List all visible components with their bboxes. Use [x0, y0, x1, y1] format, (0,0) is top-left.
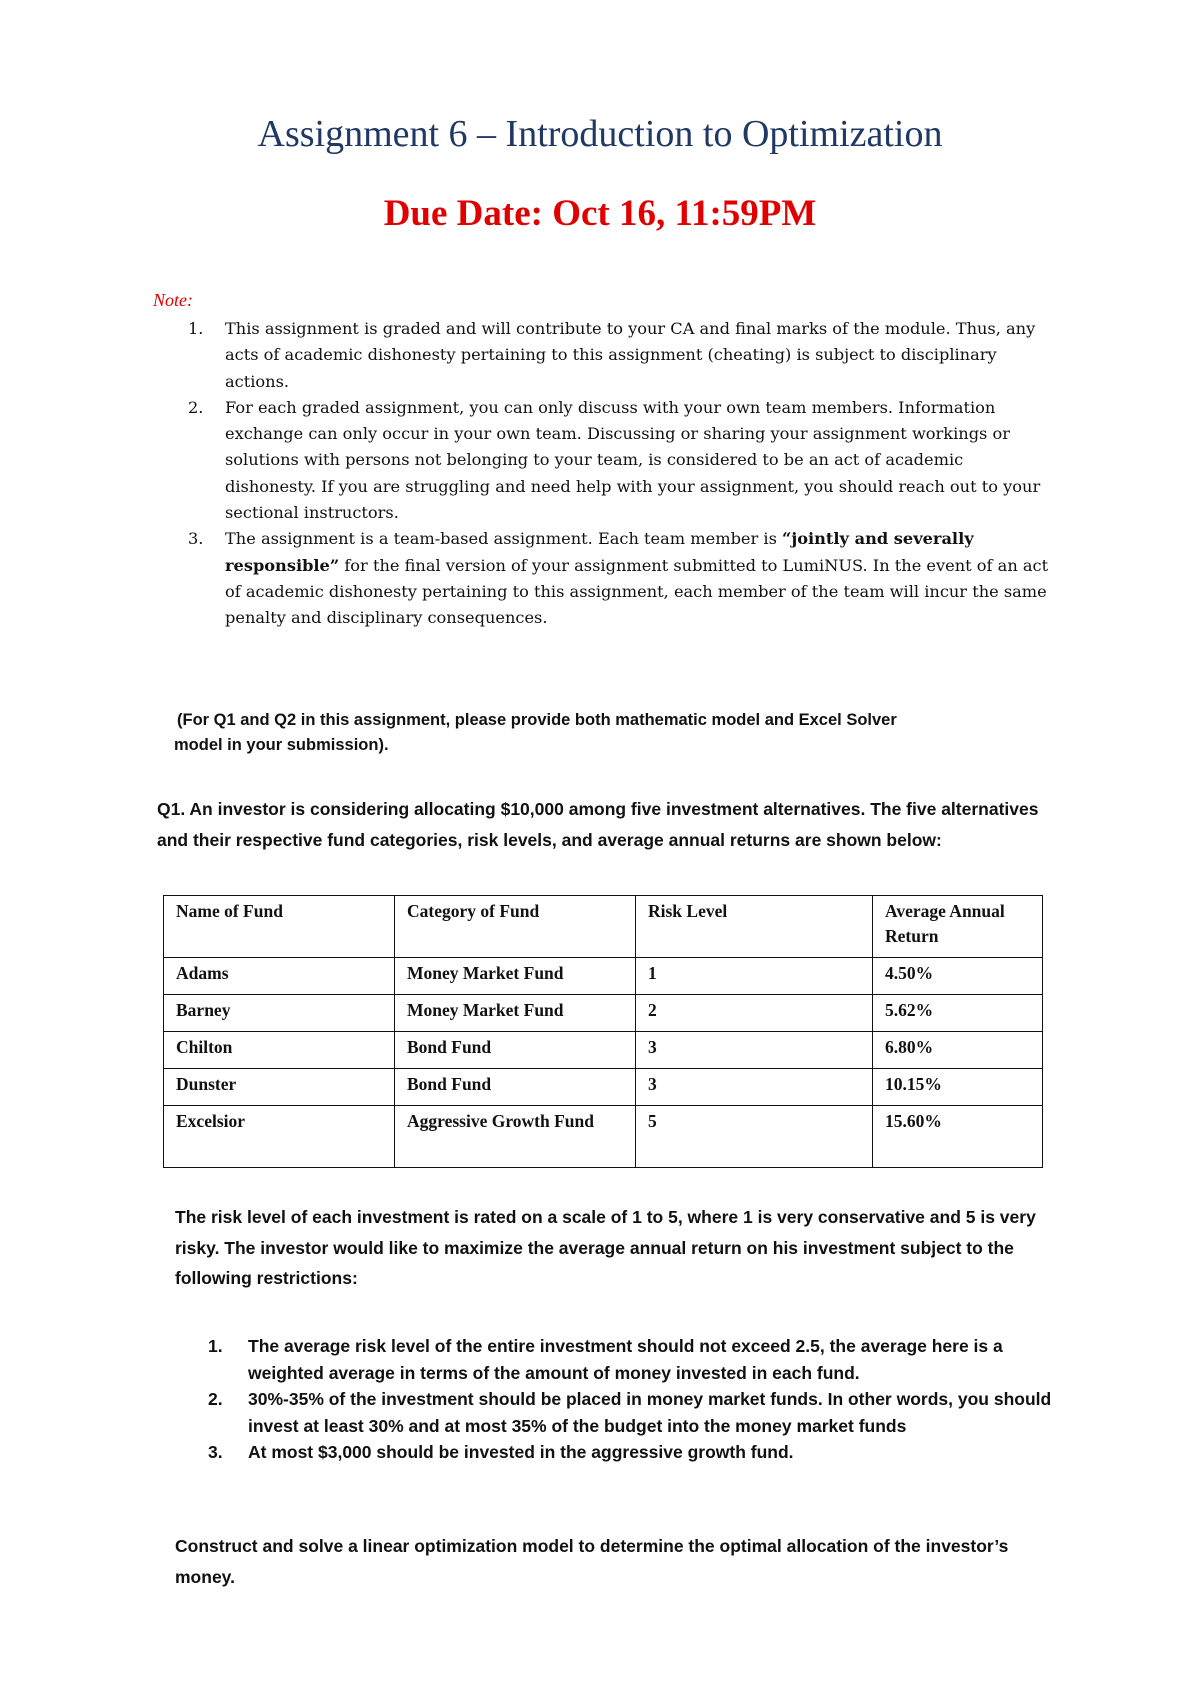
table-cell: 5.62% — [873, 995, 1043, 1032]
table-header-cell: Average Annual Return — [873, 896, 1043, 958]
table-header-cell: Category of Fund — [395, 896, 636, 958]
note-item — [188, 316, 1055, 395]
restriction-text: At most $3,000 should be invested in the aggressive growth fund. — [248, 1442, 794, 1462]
table-header-cell: Risk Level — [636, 896, 873, 958]
table-cell: 6.80% — [873, 1032, 1043, 1069]
note-item — [188, 526, 1055, 631]
table-cell: Money Market Fund — [395, 958, 636, 995]
table-cell: 10.15% — [873, 1069, 1043, 1106]
table-cell: 1 — [636, 958, 873, 995]
question-task: Construct and solve a linear optimization model to determine the optimal allocation of the investor’s money. — [175, 1536, 1009, 1587]
table-cell: 4.50% — [873, 958, 1043, 995]
table-cell: 3 — [636, 1069, 873, 1106]
table-cell: Aggressive Growth Fund — [395, 1106, 636, 1168]
table-cell: Adams — [164, 958, 395, 995]
table-cell: 3 — [636, 1032, 873, 1069]
due-date: Due Date: Oct 16, 11:59PM — [383, 193, 817, 234]
assignment-title: Assignment 6 – Introduction to Optimization — [257, 113, 943, 155]
note-number: 1. — [188, 319, 204, 338]
table-header-row — [164, 896, 1043, 958]
restriction-item — [208, 1439, 1068, 1466]
table-row — [164, 995, 1043, 1032]
restrictions-list — [208, 1333, 1068, 1466]
table-cell: 2 — [636, 995, 873, 1032]
table-cell: Money Market Fund — [395, 995, 636, 1032]
note-text-emphasis: “jointly and severally responsible” — [225, 529, 974, 575]
table-cell: Chilton — [164, 1032, 395, 1069]
restriction-item — [208, 1333, 1068, 1386]
notes-list — [188, 316, 1055, 632]
table-cell: Bond Fund — [395, 1069, 636, 1106]
restriction-number: 2. — [208, 1389, 223, 1409]
question-description: The risk level of each investment is rated on a scale of 1 to 5, where 1 is very conservative and 5 is very risky. The investor would like to maximize the average annual return on his investment subject to the following restrictions: — [175, 1207, 1036, 1288]
table-cell: Barney — [164, 995, 395, 1032]
note-text: For each graded assignment, you can only discuss with your own team members. Information exchange can only occur in your own team. Discussing or sharing your assignment workings or solutions with persons not belonging to your team, is considered to be an act of academic dishonesty. If you are struggling and need help with your assignment, you should reach out to your sectional instructors. — [225, 397, 1041, 523]
note-item — [188, 395, 1055, 526]
table-row — [164, 1032, 1043, 1069]
restriction-text: The average risk level of the entire investment should not exceed 2.5, the average here is a weighted average in terms of the amount of money invested in each fund. — [248, 1336, 1003, 1383]
table-row — [164, 1106, 1043, 1168]
note-text: This assignment is graded and will contribute to your CA and final marks of the module. Thus, any acts of academic dishonesty pertaining to this assignment (cheating) is subject to disciplinary actions. — [225, 319, 1036, 391]
restriction-text: 30%-35% of the investment should be placed in money market funds. In other words, you should invest at least 30% and at most 35% of the budget into the money market funds — [248, 1389, 1052, 1436]
table-cell: Dunster — [164, 1069, 395, 1106]
restriction-item — [208, 1386, 1068, 1439]
note-number: 3. — [188, 529, 204, 549]
table-cell: 15.60% — [873, 1106, 1043, 1168]
question-intro: Q1. An investor is considering allocating $10,000 among five investment alternatives. The five alternatives and their respective fund categories, risk levels, and average annual returns are shown below: — [157, 799, 1039, 850]
restriction-number: 3. — [208, 1442, 223, 1462]
restriction-number: 1. — [208, 1336, 223, 1356]
note-number: 2. — [188, 397, 204, 417]
note-label: Note: — [153, 290, 193, 310]
table-row — [164, 958, 1043, 995]
note-text-part: for the final version of your assignment submitted to LumiNUS. In the event of an act of academic dishonesty pertaining to this assignment, each member of the team will incur the same penalty and disciplinary consequences. — [225, 555, 1049, 628]
funds-table — [163, 895, 1043, 1168]
table-cell: Bond Fund — [395, 1032, 636, 1069]
table-row — [164, 1069, 1043, 1106]
instruction-line: model in your submission). — [174, 736, 389, 754]
table-cell: 5 — [636, 1106, 873, 1168]
table-header-cell: Name of Fund — [164, 896, 395, 958]
instruction-line: (For Q1 and Q2 in this assignment, please provide both mathematic model and Excel Solver — [177, 711, 897, 729]
submission-instruction — [174, 708, 1077, 758]
table-cell: Excelsior — [164, 1106, 395, 1168]
note-text-part: The assignment is a team-based assignment. Each team member is — [225, 529, 783, 549]
